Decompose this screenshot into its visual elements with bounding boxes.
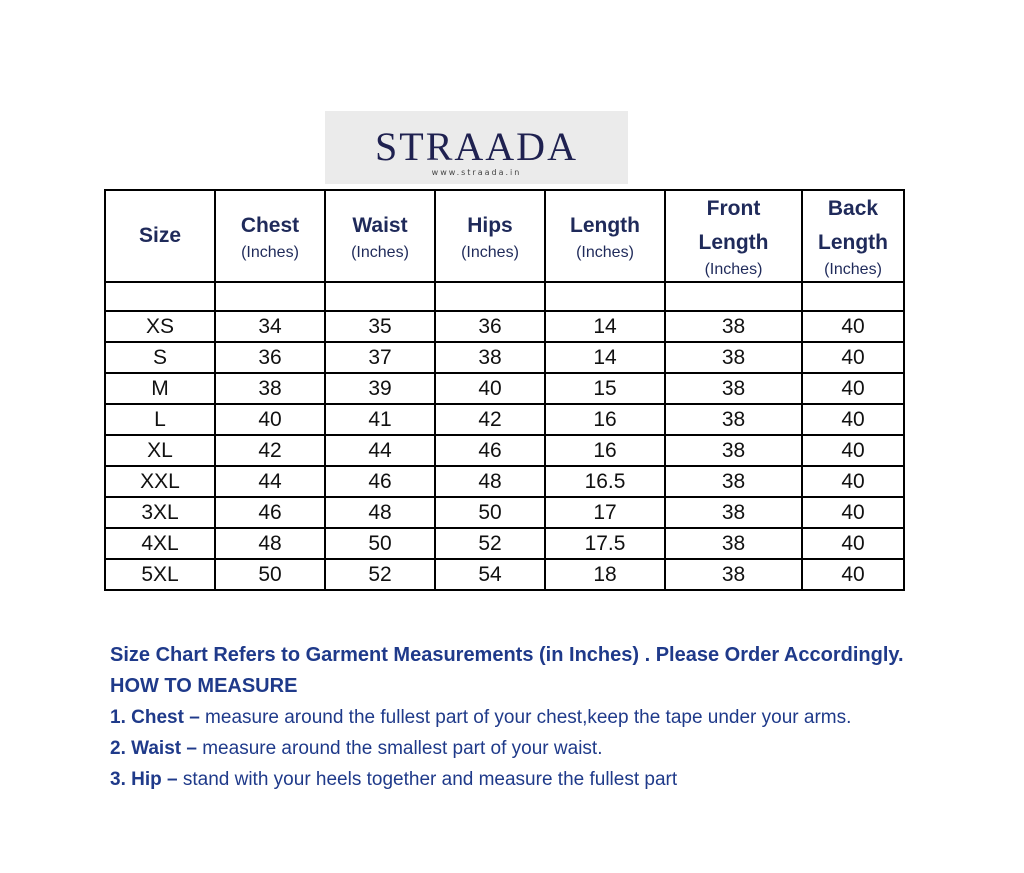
column-header: Size (105, 190, 215, 282)
measurement-notes (110, 640, 1010, 795)
measurement-cell: 38 (665, 497, 802, 528)
brand-name: STRAADA (375, 124, 578, 169)
measurement-cell: 17.5 (545, 528, 665, 559)
column-header: Chest (Inches) (215, 190, 325, 282)
step-chest: 1. Chest – measure around the fullest part of your chest,keep the tape under your arms. (110, 707, 852, 728)
brand-url: www.straada.in (431, 168, 522, 177)
measurement-cell: 18 (545, 559, 665, 590)
table-row (105, 466, 904, 497)
measurement-cell: 41 (325, 404, 435, 435)
step-hip: 3. Hip – stand with your heels together and measure the fullest part (110, 769, 678, 790)
measurement-cell: 40 (802, 342, 904, 373)
measurement-cell: 40 (802, 466, 904, 497)
table-cell (325, 282, 435, 311)
column-header: Back Length (Inches) (802, 190, 904, 282)
measurement-cell: 40 (802, 528, 904, 559)
measurement-cell: 40 (802, 435, 904, 466)
size-chart-table (104, 189, 905, 591)
column-header: Length (Inches) (545, 190, 665, 282)
size-cell: XS (105, 311, 215, 342)
measurement-cell: 50 (215, 559, 325, 590)
table-row (105, 435, 904, 466)
measurement-cell: 38 (435, 342, 545, 373)
size-cell: 3XL (105, 497, 215, 528)
table-cell (665, 282, 802, 311)
table-row (105, 311, 904, 342)
measurement-cell: 40 (215, 404, 325, 435)
size-cell: 4XL (105, 528, 215, 559)
measurement-cell: 38 (665, 373, 802, 404)
measurement-cell: 38 (665, 466, 802, 497)
measurement-cell: 38 (665, 528, 802, 559)
measurement-cell: 38 (215, 373, 325, 404)
size-chart-note: Size Chart Refers to Garment Measurements (in Inches) . Please Order Accordingly. (110, 644, 904, 666)
size-cell: XL (105, 435, 215, 466)
measurement-cell: 40 (435, 373, 545, 404)
table-header-row (105, 190, 904, 282)
measurement-cell: 39 (325, 373, 435, 404)
size-cell: 5XL (105, 559, 215, 590)
measurement-cell: 38 (665, 404, 802, 435)
table-row (105, 497, 904, 528)
measurement-cell: 50 (435, 497, 545, 528)
measurement-cell: 38 (665, 311, 802, 342)
table-cell (215, 282, 325, 311)
measurement-cell: 36 (215, 342, 325, 373)
table-row (105, 559, 904, 590)
measurement-cell: 42 (435, 404, 545, 435)
measurement-cell: 48 (435, 466, 545, 497)
table-row (105, 528, 904, 559)
table-row (105, 373, 904, 404)
measurement-cell: 16.5 (545, 466, 665, 497)
brand-logo (325, 111, 628, 184)
measurement-cell: 46 (325, 466, 435, 497)
measurement-cell: 36 (435, 311, 545, 342)
measurement-cell: 38 (665, 435, 802, 466)
measurement-cell: 42 (215, 435, 325, 466)
measurement-cell: 16 (545, 404, 665, 435)
measurement-cell: 52 (325, 559, 435, 590)
measurement-cell: 44 (325, 435, 435, 466)
measurement-cell: 46 (435, 435, 545, 466)
measurement-cell: 17 (545, 497, 665, 528)
column-header: Hips (Inches) (435, 190, 545, 282)
table-cell (435, 282, 545, 311)
size-cell: M (105, 373, 215, 404)
measurement-cell: 16 (545, 435, 665, 466)
measurement-cell: 54 (435, 559, 545, 590)
column-header: Waist (Inches) (325, 190, 435, 282)
how-to-measure-title: HOW TO MEASURE (110, 675, 298, 697)
measurement-cell: 35 (325, 311, 435, 342)
measurement-cell: 38 (665, 342, 802, 373)
measurement-cell: 38 (665, 559, 802, 590)
table-row (105, 342, 904, 373)
measurement-cell: 50 (325, 528, 435, 559)
measurement-cell: 40 (802, 497, 904, 528)
measurement-cell: 14 (545, 342, 665, 373)
table-cell (802, 282, 904, 311)
size-cell: L (105, 404, 215, 435)
measurement-cell: 52 (435, 528, 545, 559)
size-cell: XXL (105, 466, 215, 497)
size-cell: S (105, 342, 215, 373)
measurement-cell: 44 (215, 466, 325, 497)
measurement-cell: 46 (215, 497, 325, 528)
table-spacer-row (105, 282, 904, 311)
table-cell (545, 282, 665, 311)
measurement-cell: 40 (802, 404, 904, 435)
measurement-cell: 48 (325, 497, 435, 528)
step-waist: 2. Waist – measure around the smallest part of your waist. (110, 738, 603, 759)
measurement-cell: 34 (215, 311, 325, 342)
measurement-cell: 40 (802, 311, 904, 342)
column-header: Front Length (Inches) (665, 190, 802, 282)
measurement-cell: 14 (545, 311, 665, 342)
measurement-cell: 15 (545, 373, 665, 404)
table-row (105, 404, 904, 435)
table-body (105, 311, 904, 590)
measurement-cell: 37 (325, 342, 435, 373)
measurement-cell: 40 (802, 373, 904, 404)
table-cell (105, 282, 215, 311)
measurement-cell: 48 (215, 528, 325, 559)
measurement-cell: 40 (802, 559, 904, 590)
